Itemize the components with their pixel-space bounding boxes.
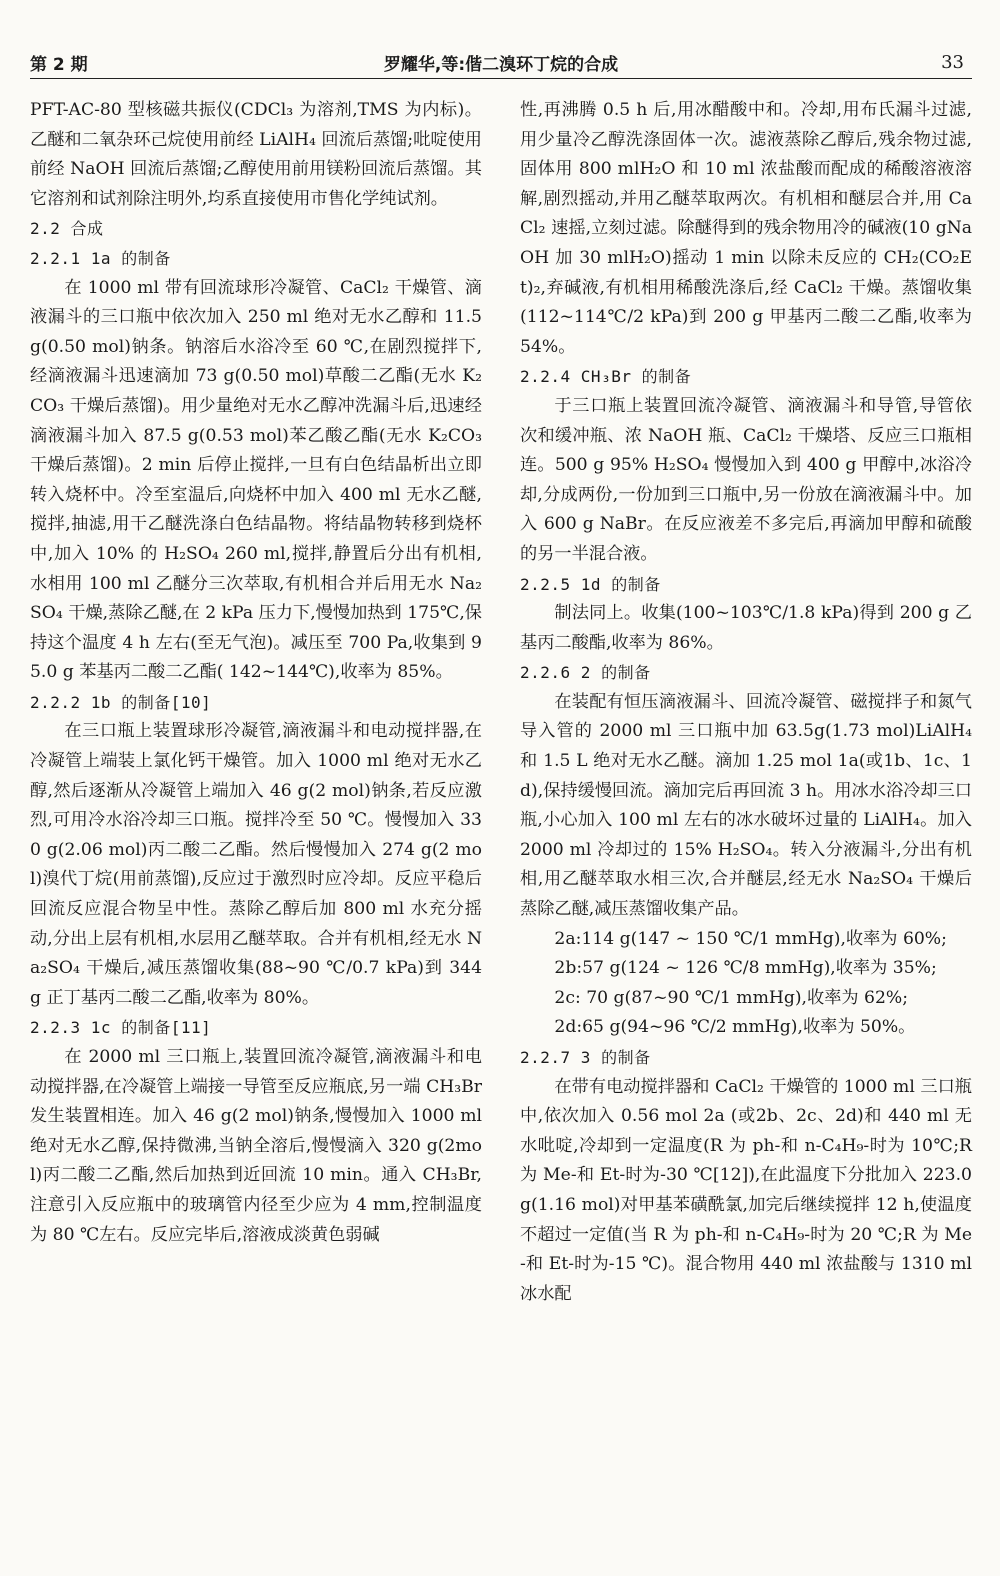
section-heading: 2.2.7 3 的制备 [520,1048,651,1067]
paragraph: PFT-AC-80 型核磁共振仪(CDCl₃ 为溶剂,TMS 为内标)。乙醚和二氧杂环己烷使用前经 LiAlH₄ 回流后蒸馏;吡啶使用前经 NaOH 回流后蒸馏;乙醇使用前用镁粉回流后蒸馏。其它溶剂和试剂除注明外,均系直接使用市售化学纯试剂。 [30,100,482,209]
paragraph: 在带有电动搅拌器和 CaCl₂ 干燥管的 1000 ml 三口瓶中,依次加入 0.56 mol 2a (或2b、2c、2d)和 440 ml 无水吡啶,冷却到一定温度(R 为 ph-和 n-C₄H₉-时为 10℃;R 为 Me-和 Et-时为-30 ℃[12]),在此温度下分批加入 223.0 g(1.16 mol)对甲基苯磺酰氯,加完后继续搅拌 12 h,使温度不超过一定值(当 R 为 ph-和 n-C₄H₉-时为 20 ℃;R 为 Me-和 Et-时为-15 ℃)。混合物用 440 ml 浓盐酸与 1310 ml 冰水配 [520,1076,972,1304]
section-heading: 2.2.5 1d 的制备 [520,574,661,594]
section-heading: 2.2.6 2 的制备 [520,663,651,683]
paragraph: 于三口瓶上装置回流冷凝管、滴液漏斗和导管,导管依次和缓冲瓶、浓 NaOH 瓶、CaCl₂ 干燥塔、反应三口瓶相连。500 g 95% H₂SO₄ 慢慢加入到 400 g 甲醇中,冰浴冷却,分成两份,一份加到三口瓶中,另一份放在滴液漏斗中。加入 600 g NaBr。在反应液差不多完后,再滴加甲醇和硫酸的另一半混合液。 [520,395,972,564]
paragraph: 在 2000 ml 三口瓶上,装置回流冷凝管,滴液漏斗和电动搅拌器,在冷凝管上端接一导管至反应瓶底,另一端 CH₃Br 发生装置相连。加入 46 g(2 mol)钠条,慢慢加入 1000 ml 绝对无水乙醇,保持微沸,当钠全溶后,慢慢滴入 320 g(2mol)丙二酸二乙酯,然后加热到近回流 10 min。通入 CH₃Br,注意引入反应瓶中的玻璃管内径至少应为 4 mm,控制温度为 80 ℃左右。反应完毕后,溶液成淡黄色弱碱 [30,1047,482,1245]
page-number: 33 [941,52,964,73]
paragraph: 2d:65 g(94~96 ℃/2 mmHg),收率为 50%。 [554,1017,916,1038]
paragraph: 制法同上。收集(100~103℃/1.8 kPa)得到 200 g 乙基丙二酸酯,收率为 86%。 [520,603,972,653]
right-column [520,96,972,1309]
section-heading: 2.2.4 CH₃Br 的制备 [520,367,692,387]
paragraph: 在三口瓶上装置球形冷凝管,滴液漏斗和电动搅拌器,在冷凝管上端装上氯化钙干燥管。加入 1000 ml 绝对无水乙醇,然后逐渐从冷凝管上端加入 46 g(2 mol)钠条,若反应激烈,可用冷水浴冷却三口瓶。搅拌冷至 50 ℃。慢慢加入 330 g(2.06 mol)丙二酸二乙酯。然后慢慢加入 274 g(2 mol)溴代丁烷(用前蒸馏),反应过于激烈时应冷却。反应平稳后回流反应混合物呈中性。蒸除乙醇后加 800 ml 水充分摇动,分出上层有机相,水层用乙醚萃取。合并有机相,经无水 Na₂SO₄ 干燥后,减压蒸馏收集(88~90 ℃/0.7 kPa)到 344 g 正丁基丙二酸二乙酯,收率为 80%。 [30,721,482,1008]
left-column [30,96,482,1250]
paragraph: 2a:114 g(147 ~ 150 ℃/1 mmHg),收率为 60%; [554,928,947,949]
section-heading: 2.2.2 1b 的制备[10] [30,692,212,712]
paragraph: 2c: 70 g(87~90 ℃/1 mmHg),收率为 62%; [554,987,909,1008]
paragraph: 2b:57 g(124 ~ 126 ℃/8 mmHg),收率为 35%; [554,958,937,979]
running-title: 罗耀华,等:偕二溴环丁烷的合成 [383,55,619,75]
section-heading: 2.2 合成 [30,219,104,239]
page-header [30,44,972,79]
section-heading: 2.2.1 1a 的制备 [30,248,171,268]
paragraph: 在 1000 ml 带有回流球形冷凝管、CaCl₂ 干燥管、滴液漏斗的三口瓶中依次加入 250 ml 绝对无水乙醇和 11.5 g(0.50 mol)钠条。钠溶后水浴冷至 60 ℃,在剧烈搅拌下,经滴液漏斗迅速滴加 73 g(0.50 mol)草酸二乙酯(无水 K₂CO₃ 干燥后蒸馏)。用少量绝对无水乙醇冲洗漏斗后,迅速经滴液漏斗加入 87.5 g(0.53 mol)苯乙酸乙酯(无水 K₂CO₃ 干燥后蒸馏)。2 min 后停止搅拌,一旦有白色结晶析出立即转入烧杯中。冷至室温后,向烧杯中加入 400 ml 无水乙醚,搅拌,抽滤,用干乙醚洗涤白色结晶物。将结晶物转移到烧杯中,加入 10% 的 H₂SO₄ 260 ml,搅拌,静置后分出有机相,水相用 100 ml 乙醚分三次萃取,有机相合并后用无水 Na₂SO₄ 干燥,蒸除乙醚,在 2 kPa 压力下,慢慢加热到 175℃,保持这个温度 4 h 左右(至无气泡)。减压至 700 Pa,收集到 95.0 g 苯基丙二酸二乙酯( 142~144℃),收率为 85%。 [30,277,482,683]
issue-label: 第 2 期 [30,55,88,75]
paragraph: 性,再沸腾 0.5 h 后,用冰醋酸中和。冷却,用布氏漏斗过滤,用少量冷乙醇洗涤固体一次。滤液蒸除乙醇后,残余物过滤,固体用 800 mlH₂O 和 10 ml 浓盐酸而配成的稀酸溶液溶解,剧烈摇动,并用乙醚萃取两次。有机相和醚层合并,用 CaCl₂ 速摇,立刻过滤。除醚得到的残余物用冷的碱液(10 gNaOH 加 30 mlH₂O)摇动 1 min 以除未反应的 CH₂(CO₂Et)₂,弃碱液,有机相用稀酸洗涤后,经 CaCl₂ 干燥。蒸馏收集(112~114℃/2 kPa)到 200 g 甲基丙二酸二乙酯,收率为 54%。 [520,100,972,357]
section-heading: 2.2.3 1c 的制备[11] [30,1018,212,1038]
paragraph: 在装配有恒压滴液漏斗、回流冷凝管、磁搅拌子和氮气导入管的 2000 ml 三口瓶中加 63.5g(1.73 mol)LiAlH₄ 和 1.5 L 绝对无水乙醚。滴加 1.25 mol 1a(或1b、1c、1d),保持缓慢回流。滴加完后再回流 3 h。用冰水浴冷却三口瓶,小心加入 100 ml 左右的冰水破坏过量的 LiAlH₄。加入 2000 ml 冷却过的 15% H₂SO₄。转入分液漏斗,分出有机相,用乙醚萃取水相三次,合并醚层,经无水 Na₂SO₄ 干燥后蒸除乙醚,减压蒸馏收集产品。 [520,691,972,920]
